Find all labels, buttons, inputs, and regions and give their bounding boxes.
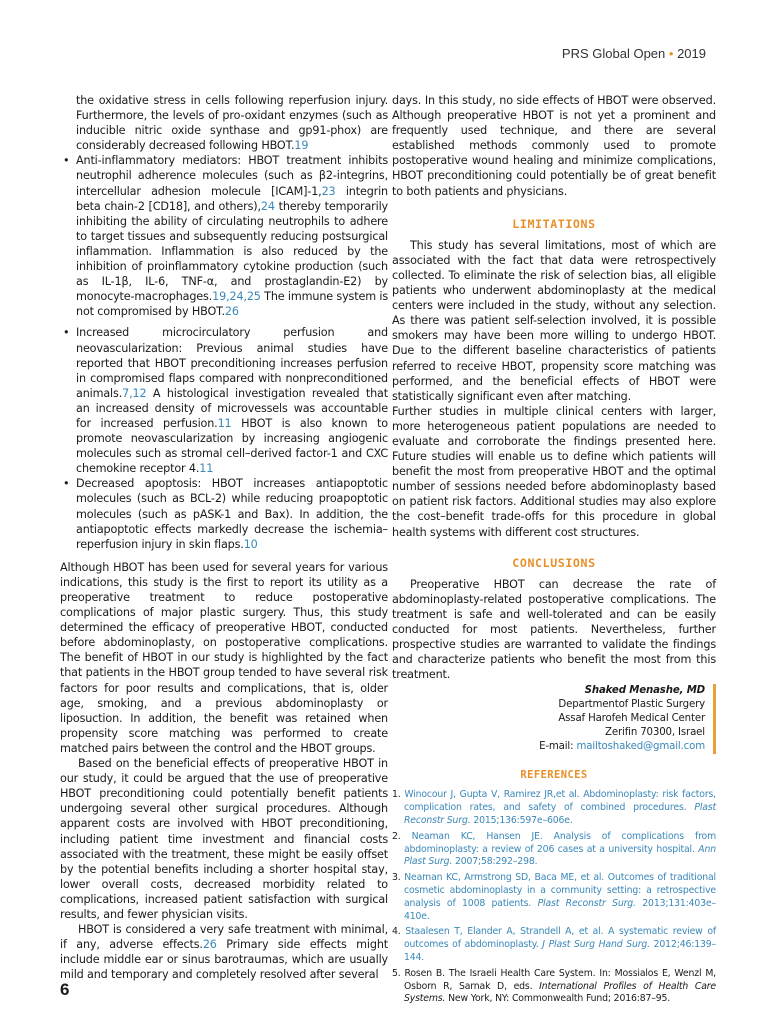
reference-item: 4. Staalesen T, Elander A, Strandell A, et al. A systematic review of outcomes of abdominoplasty. J Plast Surg Hand Surg. 2012;46:139–144. [392, 926, 716, 964]
limitations-heading: LIMITATIONS [512, 216, 596, 231]
citation[interactable]: 24 [260, 199, 275, 213]
author-city: Zerifin 70300, Israel [605, 727, 705, 739]
citation[interactable]: 11 [217, 416, 232, 430]
reference-link[interactable]: Staalesen T, Elander A, Strandell A, et al. A systematic review of outcomes of abdominoplasty. [404, 926, 716, 951]
reference-item: 3. Neaman KC, Armstrong SD, Baca ME, et al. Outcomes of traditional cosmetic abdominoplasty in a community setting: a retrospective analysis of 1008 patients. Plast Reconstr Surg. 2013;131:403e–410e. [392, 872, 716, 922]
author-signature [392, 684, 716, 754]
reference-item: 1. Winocour J, Gupta V, Ramirez JR,et al. Abdominoplasty: risk factors, complication rates, and safety of combined procedures. Plast Reconstr Surg. 2015;136:597e–606e. [392, 789, 716, 827]
reference-link[interactable]: Neaman KC, Hansen JE. Analysis of complications from abdominoplasty: a review of 206 cases at a university hospital. [404, 830, 716, 855]
reference-list [392, 789, 716, 1006]
citation[interactable]: 7,12 [122, 386, 147, 400]
page-number: 6 [60, 980, 70, 999]
reference-item: 2. Neaman KC, Hansen JE. Analysis of complications from abdominoplasty: a review of 206 cases at a university hospital. Ann Plast Surg. 2007;58:292–298. [392, 830, 716, 868]
limitations-paragraph-2: Further studies in multiple clinical centers with larger, more heterogeneous patient populations are needed to evaluate and corroborate the findings presented here. Future studies will enable us to define which patients will benefit the most from preoperative HBOT and the optimal number of sessions needed before abdominoplasty based on patient risk factors. Additional studies may also explore the cost–benefit trade-offs for this procedure in global health systems with different cost structures. [392, 404, 716, 539]
discussion-paragraph-1: Although HBOT has been used for several years for various indications, this study is the first to report its utility as a preoperative treatment to reduce postoperative complications of major plastic surgery. Thus, this study determined the efficacy of preoperative HBOT, conducted before abdominoplasty, on postoperative complications. The benefit of HBOT in our study is highlighted by the fact that patients in the HBOT group tended to have several risk factors for poor results and complications, that is, older age, smoking, and a previous abdominoplasty or liposuction. In addition, the benefit was retained when propensity score matching was performed to create matched pairs between the control and the HBOT groups. [60, 560, 388, 755]
author-email-line: E-mail: mailtoshaked@gmail.com [539, 741, 705, 753]
bullet-apoptosis: • Decreased apoptosis: HBOT increases antiapoptotic molecules (such as BCL-2) while reducing proapoptotic molecules (such as pASK-1 and Bax). In addition, the antiapoptotic effects markedly decrease the ischemia–reperfusion injury in skin flaps.10 [60, 476, 388, 551]
author-center: Assaf Harofeh Medical Center [558, 713, 705, 725]
left-column [60, 93, 388, 982]
author-name: Shaked Menashe, MD [584, 685, 705, 697]
journal-name: PRS Global Open [561, 46, 666, 61]
journal-year: 2019 [677, 46, 706, 61]
citation[interactable]: 19 [294, 139, 309, 153]
citation[interactable]: 26 [224, 305, 239, 319]
citation[interactable]: 11 [199, 462, 214, 476]
author-department: Departmentof Plastic Surgery [558, 699, 705, 711]
citation[interactable]: 10 [243, 537, 258, 551]
conclusions-heading: CONCLUSIONS [512, 555, 596, 570]
references-heading: REFERENCES [520, 769, 588, 782]
citation[interactable]: 19,24,25 [212, 290, 261, 304]
reference-link[interactable]: Neaman KC, Armstrong SD, Baca ME, et al. Outcomes of traditional cosmetic abdominoplasty in a community setting: a retrospective analysis of 1008 patients. [404, 872, 716, 909]
bullet-microcirculation: • Increased microcirculatory perfusion and neovascularization: Previous animal studies have reported that HBOT preconditioning increases perfusion in compromised flaps compared with nonpreconditioned animals.7,12 A histological investigation revealed that an increased density of microvessels was accountable for increased perfusion.11 HBOT is also known to promote neovascularization by increasing angiogenic molecules such as stromal cell–derived factor-1 and CXC chemokine receptor 4.11 [60, 325, 388, 476]
author-email-link[interactable]: mailtoshaked@gmail.com [576, 741, 705, 753]
mechanism-list [60, 153, 388, 551]
left-continued-paragraph: the oxidative stress in cells following reperfusion injury. Furthermore, the levels of pro-oxidant enzymes (such as inducible nitric oxide synthase and gp91-phox) are considerably decreased following HBOT.19 [76, 94, 388, 153]
discussion-paragraph-3: HBOT is considered a very safe treatment with minimal, if any, adverse effects.26 Primary side effects might include middle ear or sinus barotraumas, which are usually mild and temporary and completely resolved after several [60, 923, 389, 982]
running-head [562, 46, 706, 61]
conclusions-paragraph: Preoperative HBOT can decrease the rate of abdominoplasty-related postoperative complications. The treatment is safe and well-tolerated and can be easily conducted for most patients. Nevertheless, further prospective studies are warranted to validate the findings and characterize patients who benefit the most from this treatment. [392, 577, 716, 682]
citation[interactable]: 23 [321, 184, 336, 198]
right-column [392, 93, 716, 1009]
citation[interactable]: 26 [202, 938, 217, 952]
reference-link[interactable]: Winocour J, Gupta V, Ramirez JR,et al. Abdominoplasty: risk factors, complication rates, and safety of combined procedures. [404, 789, 716, 814]
limitations-paragraph-1: This study has several limitations, most of which are associated with the fact that data were retrospectively collected. To eliminate the risk of selection bias, all eligible patients who underwent abdominoplasty at the medical centers were included in the study, without any selection. As there was patient self-selection involved, it is possible smokers may have been more willing to undergo HBOT. Due to the different baseline characteristics of patients referred to receive HBOT, propensity score matching was performed, and the beneficial effects of HBOT were statistically significant even after matching. [392, 238, 716, 403]
reference-item: 5. Rosen B. The Israeli Health Care System. In: Mossialos E, Wenzl M, Osborn R, Sarnak D, eds. International Profiles of Health Care Systems. New York, NY: Commonwealth Fund; 2016:87–95. [392, 967, 717, 1005]
separator-dot: • [668, 46, 674, 61]
bullet-anti-inflammatory: • Anti-inflammatory mediators: HBOT treatment inhibits neutrophil adherence molecules (such as β2-integrins, intercellular adhesion molecule [ICAM]-1,23 integrin beta chain-2 [CD18], and others),24 thereby temporarily inhibiting the ability of circulating neutrophils to adhere to target tissues and subsequently reducing postsurgical inflammation. Inflammation is also reduced by the inhibition of proinflammatory cytokine production (such as IL-1β, IL-6, TNF-α, and prostaglandin-E2) by monocyte-macrophages.19,24,25 The immune system is not compromised by HBOT.26 [60, 153, 388, 319]
right-continued-paragraph: days. In this study, no side effects of HBOT were observed. Although preoperative HBOT is not yet a prominent and frequently used technique, and there are several established methods commonly used to promote postoperative wound healing and minimize complications, HBOT preconditioning could potentially be of great benefit to both patients and physicians. [392, 94, 716, 198]
discussion-paragraph-2: Based on the beneficial effects of preoperative HBOT in our study, it could be argued that the use of preoperative HBOT preconditioning could potentially benefit patients undergoing several other surgical procedures. Although apparent costs are involved with HBOT preconditioning, including patient time investment and financial costs associated with the treatment, these might be easily offset by the potential benefits including a shorter hospital stay, lower overall costs, decreased morbidity related to complications, increased patient satisfaction with surgical results, and fewer physician visits. [60, 757, 388, 921]
